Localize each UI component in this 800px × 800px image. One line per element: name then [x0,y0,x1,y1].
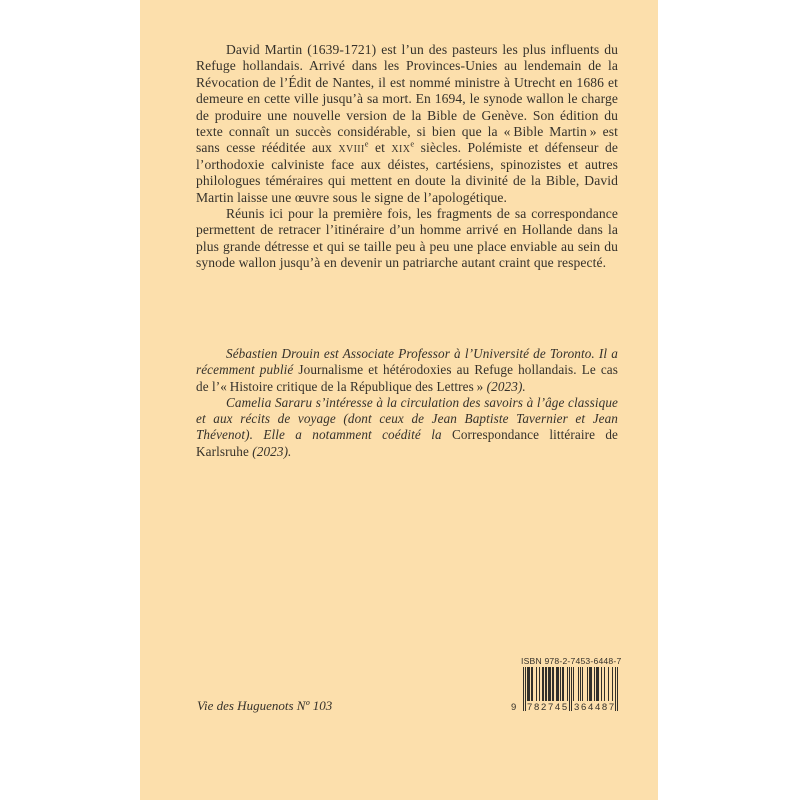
text-segment: Sébastien Drouin est Associate Professor à l’Université de Toronto. Il a récemment publié [196,346,618,378]
text-segment: David Martin (1639-1721) est l’un des pasteurs les plus influents du Refuge hollandais. Arrivé dans les Provinces-Unies au lendemain de la Révocation de l’Édit de Nantes, il est nommé ministre à Utrecht en 1686 et demeure en cette ville jusqu’à sa mort. En 1694, le synode wallon le charge de produire une nouvelle version de la Bible de Genève. Son édition du texte connaît un succès considérable, si bien que la « Bible Martin » est sans cesse rééditée aux [196,42,618,156]
barcode-block [511,656,622,714]
ean13-digits [511,702,620,714]
blurb-paragraph-2 [196,206,618,272]
text-segment: xviii [338,140,365,156]
bio-camelia-sararu [196,395,618,460]
ean-right-digits: 364487 [574,702,616,713]
text-segment: siècles. Polémiste et défenseur de l’orthodoxie calviniste face aux déistes, cartésiens, spinozistes et autres philologues téméraires qui mettent en doute la divinité de la Bible, David Martin laisse une œuvre sous le signe de l’apologétique. [196,140,618,205]
text-segment: (2023). [248,443,292,459]
bio-sebastien-drouin [196,346,618,395]
text-segment: Camelia Sararu s’intéresse à la circulation des savoirs à l’âge classique et aux récits de voyage (dont ceux de Jean Baptiste Tavernier et Jean Thévenot). Elle a notamment coédité la [196,394,618,443]
text-segment: xix [391,140,411,156]
text-segment: (2023). [483,378,526,394]
isbn-label: ISBN 978-2-7453-6448-7 [521,656,622,666]
text-segment: e [364,138,369,149]
blurb [196,42,618,272]
text-segment: Journalisme et hétérodoxies au Refuge hollandais. Le cas de l’« Histoire critique de la République des Lettres » [196,362,618,394]
ean-first-digit: 9 [511,702,517,713]
text-segment: Réunis ici pour la première fois, les fragments de sa correspondance permettent de retracer l’itinéraire d’un homme arrivé en Hollande dans la plus grande détresse et qui se taille peu à peu une place enviable au sein du synode wallon jusqu’à en devenir un patriarche autant craint que respecté. [196,206,618,271]
text-segment: et [368,140,392,156]
author-bios [196,346,618,460]
series-title: Vie des Huguenots Nº 103 [197,698,333,713]
text-segment: Correspondance littéraire de Karlsruhe [196,427,618,459]
book-back-cover [140,0,658,800]
text-segment: e [410,138,415,149]
ean-left-digits: 782745 [527,702,569,713]
blurb-paragraph-1 [196,42,618,206]
